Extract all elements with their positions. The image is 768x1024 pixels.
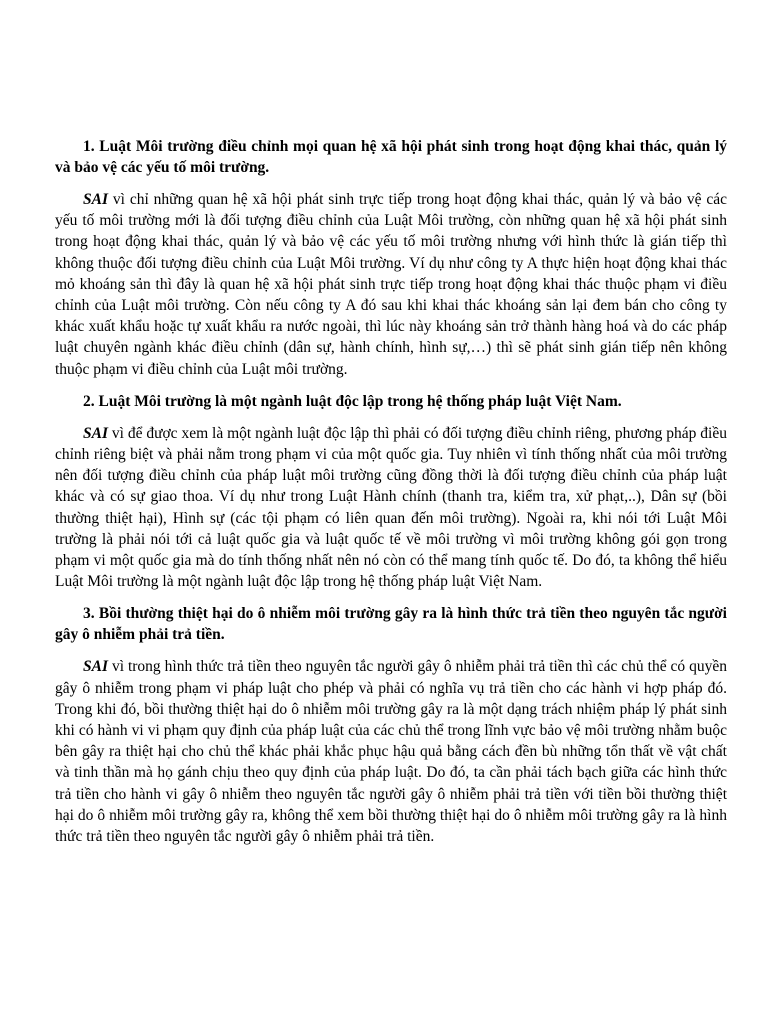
answer-3-text: vì trong hình thức trả tiền theo nguyên tắc người gây ô nhiễm phải trả tiền thì các chủ thể có quyền gây ô nhiễm trong phạm vi pháp luật cho phép và phải có nghĩa vụ trả tiền cho các hành vi hợp pháp đó. Trong khi đó, bồi thường thiệt hại do ô nhiễm môi trường gây ra là một dạng trách nhiệm pháp lý phát sinh khi có hành vi vi phạm quy định của pháp luật của các chủ thể trong lĩnh vực bảo vệ môi trường nhằm buộc bên gây ra thiệt hại cho chủ thể khác phải khắc phục hậu quả bằng cách đền bù những tổn thất về vật chất và tinh thần mà họ gánh chịu theo quy định của pháp luật. Do đó, ta cần phải tách bạch giữa các hình thức trả tiền cho hành vi gây ô nhiễm theo nguyên tắc người gây ô nhiễm phải trả tiền với tiền bồi thường thiệt hại do ô nhiễm môi trường gây ra, không thể xem bồi thường thiệt hại do ô nhiễm môi trường gây ra là hình thức trả tiền theo nguyên tắc người gây ô nhiễm phải trả tiền. <box>55 658 727 846</box>
answer-1-text: vì chỉ những quan hệ xã hội phát sinh trực tiếp trong hoạt động khai thác, quản lý và bảo vệ các yếu tố môi trường mới là đối tượng điều chỉnh của Luật Môi trường, còn những quan hệ xã hội phát sinh trong hoạt động khai thác, quản lý và bảo vệ các yếu tố môi trường nhưng với hình thức là gián tiếp thì không thuộc đối tượng điều chỉnh của Luật Môi trường. Ví dụ như công ty A thực hiện hoạt động khai thác mỏ khoáng sản thì đây là quan hệ xã hội phát sinh trực tiếp trong hoạt động khai thác thuộc phạm vi điều chỉnh của Luật môi trường. Còn nếu công ty A đó sau khi khai thác khoáng sản lại đem bán cho công ty khác xuất khẩu hoặc tự xuất khẩu ra nước ngoài, thì lúc này khoáng sản trở thành hàng hoá và do các pháp luật chuyên ngành khác điều chỉnh (dân sự, hành chính, hình sự,…) thì sẽ phát sinh gián tiếp nên không thuộc phạm vi điều chỉnh của Luật môi trường. <box>55 191 727 378</box>
verdict-2: SAI <box>83 424 108 442</box>
question-2: 2. Luật Môi trường là một ngành luật độc lập trong hệ thống pháp luật Việt Nam. <box>83 392 622 410</box>
document-page <box>55 136 727 847</box>
verdict-1: SAI <box>83 191 108 208</box>
answer-1 <box>55 189 727 380</box>
verdict-3: SAI <box>83 658 108 676</box>
question-1: 1. Luật Môi trường điều chỉnh mọi quan hệ xã hội phát sinh trong hoạt động khai thác, quản lý và bảo vệ các yếu tố môi trường. <box>55 138 727 176</box>
answer-3 <box>55 656 727 847</box>
question-3: 3. Bồi thường thiệt hại do ô nhiễm môi trường gây ra là hình thức trả tiền theo nguyên tắc người gây ô nhiễm phải trả tiền. <box>55 605 727 644</box>
answer-2-text: vì để được xem là một ngành luật độc lập thì phải có đối tượng điều chỉnh riêng, phương pháp điều chỉnh riêng biệt và phải nằm trong phạm vi của một quốc gia. Tuy nhiên vì tính thống nhất của môi trường nên đối tượng điều chỉnh của pháp luật môi trường cũng đồng thời là đối tượng điều chỉnh của pháp luật khác và có sự giao thoa. Ví dụ như trong Luật Hành chính (thanh tra, kiểm tra, xử phạt,..), Dân sự (bồi thường thiệt hại), Hình sự (các tội phạm có liên quan đến môi trường). Ngoài ra, khi nói tới Luật Môi trường là phải nói tới cả luật quốc gia và luật quốc tế về môi trường vì môi trường không gói gọn trong phạm vi một quốc gia mà do tính thống nhất nên nó còn có thể mang tính quốc tế. Do đó, ta không thể hiểu Luật Môi trường là một ngành luật độc lập trong hệ thống pháp luật Việt Nam. <box>55 424 727 591</box>
answer-2 <box>55 423 727 593</box>
